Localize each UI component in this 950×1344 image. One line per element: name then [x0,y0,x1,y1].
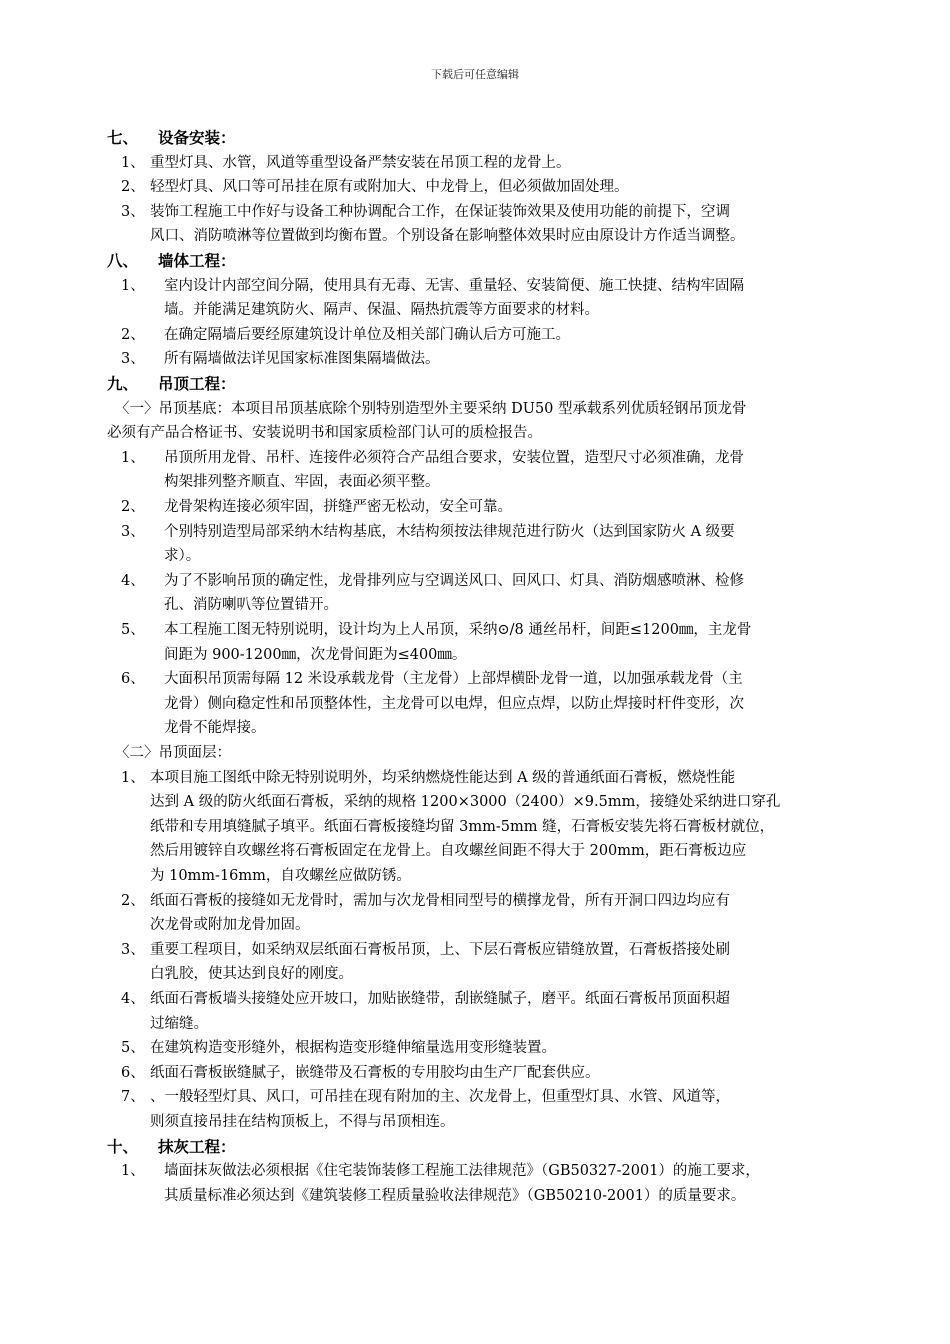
list-item-text: 然后用镀锌自攻螺丝将石膏板固定在龙骨上。自攻螺丝间距不得大于 200mm，距石膏板边应 [150,843,747,859]
list-item-text: 则须直接吊挂在结构顶板上，不得与吊顶相连。 [150,1114,455,1130]
section-title: 设备安装： [158,128,236,147]
list-item-text: 间距为 900-1200㎜，次龙骨间距为≤400㎜。 [164,647,467,663]
list-item-text: 纸带和专用填缝腻子填平。纸面石膏板接缝均留 3mm-5mm 缝，石膏板安装先将石膏板材就位， [150,819,775,835]
list-item-text: 龙骨架构连接必须牢固，拼缝严密无松动，安全可靠。 [164,499,512,515]
list-item-text: 构架排列整齐顺直、牢固，表面必须平整。 [164,474,440,490]
list-item-text: 个别特别造型局部采纳木结构基底，木结构须按法律规范进行防火（达到国家防火 A 级要 [164,524,735,540]
list-item-text: 大面积吊顶需每隔 12 米设承载龙骨（主龙骨）上部焊横卧龙骨一道，以加强承载龙骨（主 [164,671,743,687]
list-item-text: 求）。 [164,548,201,564]
list-item-number: 1、 [121,770,145,786]
list-item-text: 龙骨）侧向稳定性和吊顶整体性，主龙骨可以电焊，但应点焊，以防止焊接时杆件变形，次 [164,696,744,712]
list-item-text: 室内设计内部空间分隔，使用具有无毒、无害、重量轻、安装简便、施工快捷、结构牢固隔 [164,278,744,294]
list-item-text: 纸面石膏板的接缝如无龙骨时，需加与次龙骨相同型号的横撑龙骨，所有开洞口四边均应有 [150,893,730,909]
list-item-text: 纸面石膏板墙头接缝处应开坡口，加贴嵌缝带，刮嵌缝腻子，磨平。纸面石膏板吊顶面积超 [150,991,730,1007]
list-item-text: 重要工程项目，如采纳双层纸面石膏板吊顶，上、下层石膏板应错缝放置，石膏板搭接处刷 [150,942,730,958]
list-item-text: 过缩缝。 [150,1016,208,1032]
section-number: 十、 [107,1137,139,1156]
list-item-number: 7、 [121,1089,145,1105]
list-item-number: 3、 [121,204,145,220]
list-item-number: 6、 [121,1065,145,1081]
list-item-number: 5、 [121,622,145,638]
list-item-text: 所有隔墙做法详见国家标准图集隔墙做法。 [164,351,440,367]
section-number: 八、 [107,251,139,270]
section-title: 墙体工程： [158,251,236,270]
list-item-number: 3、 [121,942,145,958]
section-number: 七、 [107,128,139,147]
list-item-text: 次龙骨或附加龙骨加固。 [150,917,310,933]
section-title: 抹灰工程： [158,1137,236,1156]
list-item-text: 达到 A 级的防火纸面石膏板，采纳的规格 1200×3000（2400）×9.5mm，接缝处采纳进口穿孔 [150,794,781,810]
list-item-number: 1、 [121,450,145,466]
list-item-number: 4、 [121,573,145,589]
paragraph-line: 〈一〉吊顶基底：本项目吊顶基底除个别特别造型外主要采纳 DU50 型承载系列优质轻钢吊顶龙骨 [115,401,747,417]
list-item-number: 4、 [121,991,145,1007]
list-item-number: 1、 [121,1163,145,1179]
list-item-text: 、一般轻型灯具、风口，可吊挂在现有附加的主、次龙骨上，但重型灯具、水管、风道等， [150,1089,730,1105]
list-item-text: 本工程施工图无特别说明，设计均为上人吊顶，采纳⊙/8 通丝吊杆，间距≤1200㎜，主龙骨 [164,622,752,638]
list-item-text: 吊顶所用龙骨、吊杆、连接件必须符合产品组合要求，安装位置，造型尺寸必须准确，龙骨 [164,450,744,466]
list-item-text: 在确定隔墙后要经原建筑设计单位及相关部门确认后方可施工。 [164,327,570,343]
list-item-text: 为了不影响吊顶的确定性，龙骨排列应与空调送风口、回风口、灯具、消防烟感喷淋、检修 [164,573,744,589]
list-item-text: 墙。并能满足建筑防火、隔声、保温、隔热抗震等方面要求的材料。 [164,302,599,318]
list-item-number: 3、 [121,524,145,540]
list-item-number: 2、 [121,893,145,909]
list-item-text: 龙骨不能焊接。 [164,720,266,736]
list-item-text: 纸面石膏板嵌缝腻子，嵌缝带及石膏板的专用胶均由生产厂配套供应。 [150,1065,600,1081]
list-item-text: 轻型灯具、风口等可吊挂在原有或附加大、中龙骨上，但必须做加固处理。 [150,179,629,195]
section-title: 吊顶工程： [158,374,236,393]
list-item-number: 2、 [121,499,145,515]
list-item-text: 孔、消防喇叭等位置错开。 [164,597,338,613]
list-item-number: 6、 [121,671,145,687]
list-item-text: 其质量标准必须达到《建筑装修工程质量验收法律规范》（GB50210-2001）的质量要求。 [164,1188,746,1204]
list-item-number: 1、 [121,155,145,171]
list-item-text: 装饰工程施工中作好与设备工种协调配合工作，在保证装饰效果及使用功能的前提下，空调 [150,204,730,220]
list-item-number: 2、 [121,179,145,195]
page-header: 下载后可任意编辑 [431,68,519,81]
paragraph-line: 必须有产品合格证书、安装说明书和国家质检部门认可的质检报告。 [107,425,542,441]
list-item-number: 5、 [121,1040,145,1056]
list-item-text: 白乳胶，使其达到良好的刚度。 [150,966,353,982]
list-item-number: 1、 [121,278,145,294]
paragraph-line: 〈二〉吊顶面层： [115,745,231,761]
list-item-number: 3、 [121,351,145,367]
list-item-text: 重型灯具、水管，风道等重型设备严禁安装在吊顶工程的龙骨上。 [150,155,571,171]
list-item-number: 2、 [121,327,145,343]
section-number: 九、 [107,374,139,393]
list-item-text: 墙面抹灰做法必须根据《住宅装饰装修工程施工法律规范》（GB50327-2001）的施工要求， [164,1163,760,1179]
list-item-text: 为 10mm-16mm，自攻螺丝应做防锈。 [150,868,411,884]
list-item-text: 风口、消防喷淋等位置做到均衡布置。个别设备在影响整体效果时应由原设计方作适当调整。 [150,228,745,244]
list-item-text: 在建筑构造变形缝外，根据构造变形缝伸缩量选用变形缝装置。 [150,1040,556,1056]
list-item-text: 本项目施工图纸中除无特别说明外，均采纳燃烧性能达到 A 级的普通纸面石膏板，燃烧性能 [150,770,736,786]
